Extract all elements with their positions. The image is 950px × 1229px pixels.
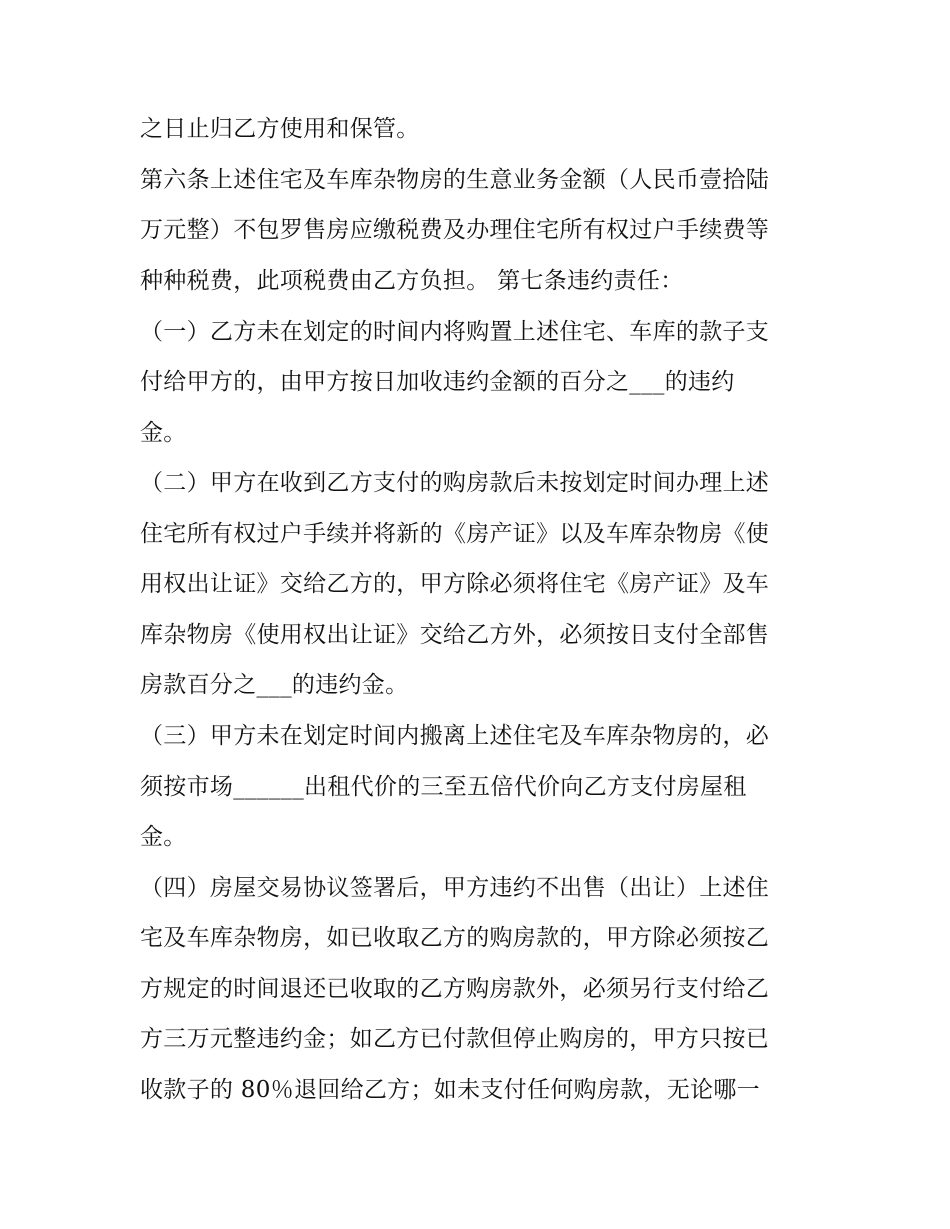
text-line: 第六条上述住宅及车库杂物房的生意业务金额（人民币壹拾陆 <box>140 167 770 193</box>
text-line: 库杂物房《使用权出让证》交给乙方外，必须按日支付全部售 <box>140 622 770 648</box>
text-line: 住宅所有权过户手续并将新的《房产证》以及车库杂物房《使 <box>140 521 770 547</box>
text-line: 付给甲方的，由甲方按日加收违约金额的百分之___的违约 <box>140 369 735 395</box>
text-line: 方规定的时间退还已收取的乙方购房款外，必须另行支付给乙 <box>140 976 770 1002</box>
text-line: 收款子的 80％退回给乙方；如未支付任何购房款，无论哪一 <box>140 1077 760 1103</box>
text-line: 用权出让证》交给乙方的，甲方除必须将住宅《房产证》及车 <box>140 571 770 597</box>
text-line: （一）乙方未在划定的时间内将购置上述住宅、车库的款子支 <box>140 319 770 345</box>
text-line: 方三万元整违约金；如乙方已付款但停止购房的，甲方只按已 <box>140 1026 770 1052</box>
text-line: 种种税费，此项税费由乙方负担。 第七条违约责任： <box>140 268 684 294</box>
text-line: 之日止归乙方使用和保管。 <box>140 116 420 142</box>
text-line: 万元整）不包罗售房应缴税费及办理住宅所有权过户手续费等 <box>140 217 770 243</box>
text-line: （二）甲方在收到乙方支付的购房款后未按划定时间办理上述 <box>140 470 770 496</box>
text-line: （三）甲方未在划定时间内搬离上述住宅及车库杂物房的，必 <box>140 723 770 749</box>
text-line: 金。 <box>140 420 187 446</box>
text-line: 宅及车库杂物房，如已收取乙方的购房款的，甲方除必须按乙 <box>140 925 770 951</box>
text-line: （四）房屋交易协议签署后，甲方违约不出售（出让）上述住 <box>140 875 770 901</box>
text-line: 房款百分之___的违约金。 <box>140 672 409 698</box>
text-line: 须按市场______出租代价的三至五倍代价向乙方支付房屋租 <box>140 774 747 800</box>
text-line: 金。 <box>140 824 187 850</box>
